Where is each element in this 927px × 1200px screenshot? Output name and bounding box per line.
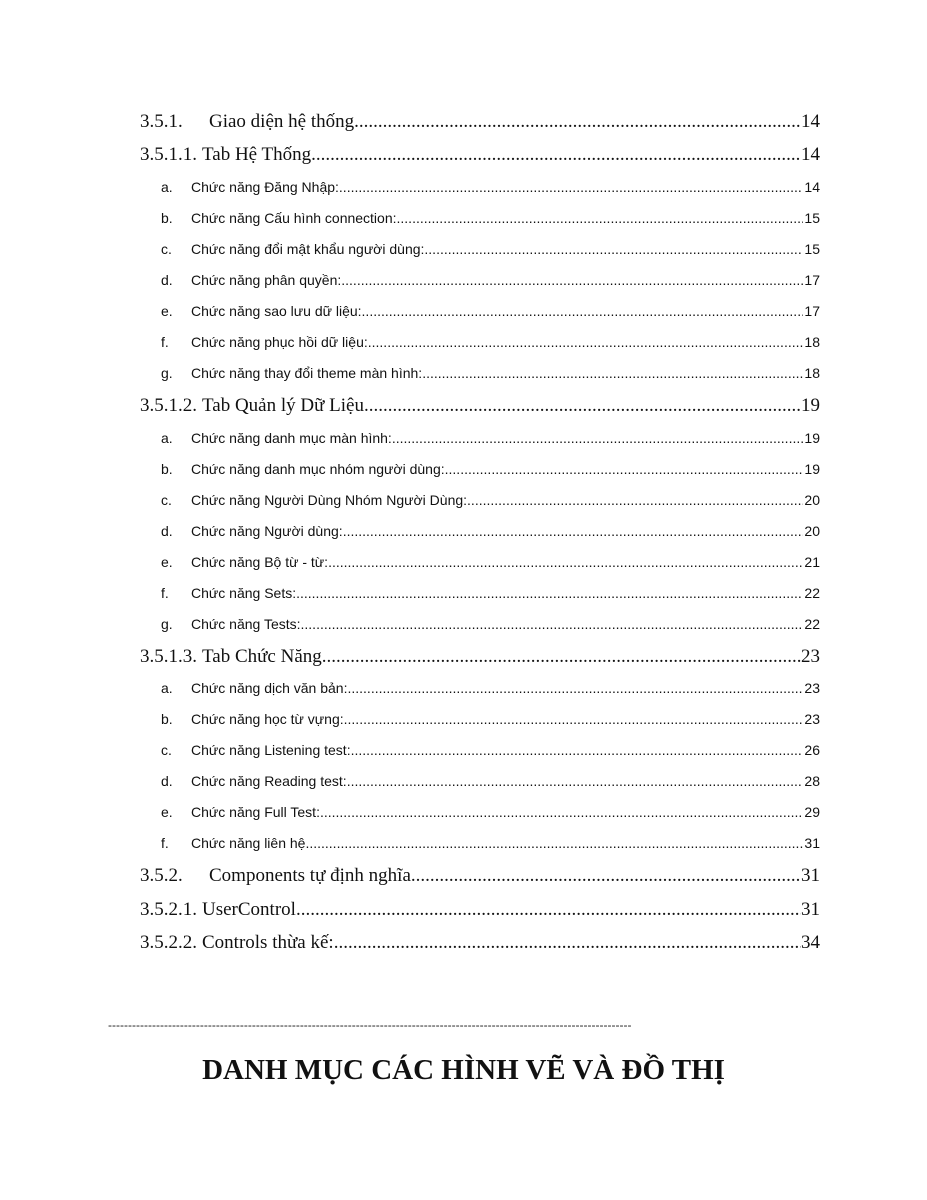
toc-entry-title: Chức năng Tests: — [191, 616, 301, 632]
toc-entry-page: 29 — [804, 804, 820, 820]
toc-entry-page: 20 — [804, 523, 820, 539]
toc-entry-page: 15 — [804, 241, 820, 257]
toc-dot-leader — [347, 677, 803, 699]
toc-entry[interactable] — [140, 238, 820, 260]
toc-dot-leader — [467, 489, 803, 511]
toc-entry[interactable] — [140, 489, 820, 511]
toc-entry-title: Chức năng Đăng Nhập: — [191, 179, 339, 195]
toc-entry-page: 21 — [804, 554, 820, 570]
toc-entry[interactable] — [140, 897, 820, 923]
toc-entry-number: f. — [161, 835, 169, 851]
toc-dot-leader — [351, 739, 804, 761]
toc-entry-number: 3.5.2.1. — [140, 899, 197, 920]
toc-dot-leader — [344, 708, 804, 730]
toc-entry-number: d. — [161, 523, 173, 539]
toc-entry-page: 22 — [804, 616, 820, 632]
toc-entry-title: Tab Hệ Thống — [202, 144, 312, 165]
toc-entry[interactable] — [140, 739, 820, 761]
toc-entry[interactable] — [140, 300, 820, 322]
toc-entry-page: 14 — [801, 144, 820, 165]
toc-entry-number: 3.5.1. — [140, 111, 183, 132]
toc-entry-title: Chức năng liên hệ — [191, 835, 306, 851]
toc-dot-leader — [311, 142, 801, 168]
toc-entry[interactable] — [140, 269, 820, 291]
toc-entry-number: e. — [161, 303, 173, 319]
toc-entry-number: f. — [161, 585, 169, 601]
toc-dot-leader — [392, 427, 804, 449]
toc-entry-page: 31 — [801, 899, 820, 920]
toc-entry-number: a. — [161, 680, 173, 696]
toc-entry-page: 31 — [801, 865, 820, 886]
toc-entry[interactable] — [140, 393, 820, 419]
toc-dot-leader — [368, 331, 804, 353]
toc-entry-number: c. — [161, 742, 172, 758]
toc-dot-leader — [328, 551, 803, 573]
toc-entry-title: Chức năng Sets: — [191, 585, 297, 601]
toc-entry-page: 26 — [804, 742, 820, 758]
toc-entry-title: Tab Chức Năng — [202, 646, 322, 667]
toc-entry-title: Chức năng Người dùng: — [191, 523, 343, 539]
toc-entry-page: 22 — [804, 585, 820, 601]
toc-entry[interactable] — [140, 930, 820, 956]
toc-entry-number: d. — [161, 272, 173, 288]
toc-entry-number: 3.5.2. — [140, 865, 183, 886]
toc-entry[interactable] — [140, 109, 820, 135]
toc-entry-page: 19 — [801, 395, 820, 416]
toc-entry[interactable] — [140, 582, 820, 604]
toc-entry[interactable] — [140, 207, 820, 229]
toc-entry-number: b. — [161, 461, 173, 477]
toc-entry-title: Chức năng dịch văn bản: — [191, 680, 348, 696]
toc-entry-title: Chức năng đổi mật khẩu người dùng: — [191, 241, 425, 257]
toc-entry-title: Chức năng Người Dùng Nhóm Người Dùng: — [191, 492, 468, 508]
toc-entry-page: 14 — [801, 111, 820, 132]
toc-entry-number: c. — [161, 241, 172, 257]
toc-dot-leader — [343, 520, 804, 542]
toc-entry-title: Chức năng Reading test: — [191, 773, 347, 789]
toc-entry[interactable] — [140, 708, 820, 730]
toc-dot-leader — [296, 582, 803, 604]
toc-entry-title: Chức năng Bộ từ - từ: — [191, 554, 329, 570]
toc-entry[interactable] — [140, 770, 820, 792]
toc-dot-leader — [341, 269, 803, 291]
toc-entry[interactable] — [140, 458, 820, 480]
toc-entry-page: 17 — [804, 272, 820, 288]
toc-entry-number: 3.5.1.1. — [140, 144, 197, 165]
toc-entry-number: f. — [161, 334, 169, 350]
toc-entry-title: Chức năng sao lưu dữ liệu: — [191, 303, 362, 319]
toc-entry-number: c. — [161, 492, 172, 508]
toc-entry-title: Chức năng danh mục màn hình: — [191, 430, 392, 446]
toc-entry-page: 18 — [804, 365, 820, 381]
toc-entry-title: Chức năng phục hồi dữ liệu: — [191, 334, 368, 350]
toc-entry-title: UserControl — [202, 899, 296, 920]
toc-dot-leader — [424, 238, 803, 260]
toc-dot-leader — [339, 176, 804, 198]
toc-entry-number: e. — [161, 804, 173, 820]
toc-entry-title: Tab Quản lý Dữ Liệu — [202, 395, 364, 416]
toc-entry[interactable] — [140, 142, 820, 168]
toc-entry-number: 3.5.1.2. — [140, 395, 197, 416]
toc-dot-leader — [347, 770, 804, 792]
toc-entry[interactable] — [140, 331, 820, 353]
toc-entry-title: Giao diện hệ thống — [209, 111, 355, 132]
toc-entry[interactable] — [140, 832, 820, 854]
toc-entry[interactable] — [140, 801, 820, 823]
toc-entry-page: 23 — [801, 646, 820, 667]
toc-entry[interactable] — [140, 613, 820, 635]
toc-dot-leader — [322, 644, 801, 670]
toc-entry[interactable] — [140, 863, 820, 889]
toc-entry-title: Controls thừa kế: — [202, 932, 334, 953]
toc-entry-number: 3.5.1.3. — [140, 646, 197, 667]
toc-entry[interactable] — [140, 520, 820, 542]
toc-entry-number: b. — [161, 711, 173, 727]
toc-entry-page: 18 — [804, 334, 820, 350]
toc-entry-number: g. — [161, 365, 173, 381]
toc-entry[interactable] — [140, 176, 820, 198]
toc-entry-page: 17 — [804, 303, 820, 319]
toc-entry-title: Chức năng phân quyền: — [191, 272, 342, 288]
toc-entry-page: 14 — [804, 179, 820, 195]
toc-dot-leader — [445, 458, 804, 480]
toc-dot-leader — [354, 109, 801, 135]
toc-entry-number: d. — [161, 773, 173, 789]
toc-entry-page: 23 — [804, 711, 820, 727]
toc-entry-number: b. — [161, 210, 173, 226]
toc-dot-leader — [296, 897, 801, 923]
toc-entry-number: a. — [161, 430, 173, 446]
toc-entry-title: Components tự định nghĩa — [209, 865, 411, 886]
toc-entry-number: 3.5.2.2. — [140, 932, 197, 953]
toc-dot-leader — [301, 613, 804, 635]
toc-dot-leader — [362, 300, 804, 322]
toc-entry-title: Chức năng Full Test: — [191, 804, 320, 820]
toc-entry-page: 19 — [804, 461, 820, 477]
toc-entry-page: 34 — [801, 932, 820, 953]
toc-entry-title: Chức năng học từ vựng: — [191, 711, 344, 727]
toc-entry-title: Chức năng thay đổi theme màn hình: — [191, 365, 423, 381]
toc-entry-page: 19 — [804, 430, 820, 446]
toc-entry-number: e. — [161, 554, 173, 570]
toc-entry[interactable] — [140, 677, 820, 699]
section-heading: DANH MỤC CÁC HÌNH VẼ VÀ ĐỒ THỊ — [202, 1054, 725, 1086]
toc-entry-number: a. — [161, 179, 173, 195]
toc-dot-leader — [364, 393, 801, 419]
toc-entry[interactable] — [140, 362, 820, 384]
toc-dot-leader — [334, 930, 801, 956]
toc-entry-title: Chức năng Cấu hình connection: — [191, 210, 397, 226]
toc-entry-page: 28 — [804, 773, 820, 789]
toc-entry-page: 31 — [804, 835, 820, 851]
toc-entry[interactable] — [140, 551, 820, 573]
section-divider: ----------------------------------------------------------------------------------------------------------------------------------- — [108, 1018, 632, 1032]
toc-entry-number: g. — [161, 616, 173, 632]
toc-entry-title: Chức năng Listening test: — [191, 742, 351, 758]
toc-entry-page: 20 — [804, 492, 820, 508]
toc-entry[interactable] — [140, 644, 820, 670]
toc-dot-leader — [305, 832, 803, 854]
toc-dot-leader — [422, 362, 803, 384]
toc-dot-leader — [397, 207, 804, 229]
toc-entry-page: 15 — [804, 210, 820, 226]
toc-dot-leader — [320, 801, 803, 823]
toc-entry-page: 23 — [804, 680, 820, 696]
toc-dot-leader — [411, 863, 801, 889]
toc-entry[interactable] — [140, 427, 820, 449]
toc-entry-title: Chức năng danh mục nhóm người dùng: — [191, 461, 445, 477]
